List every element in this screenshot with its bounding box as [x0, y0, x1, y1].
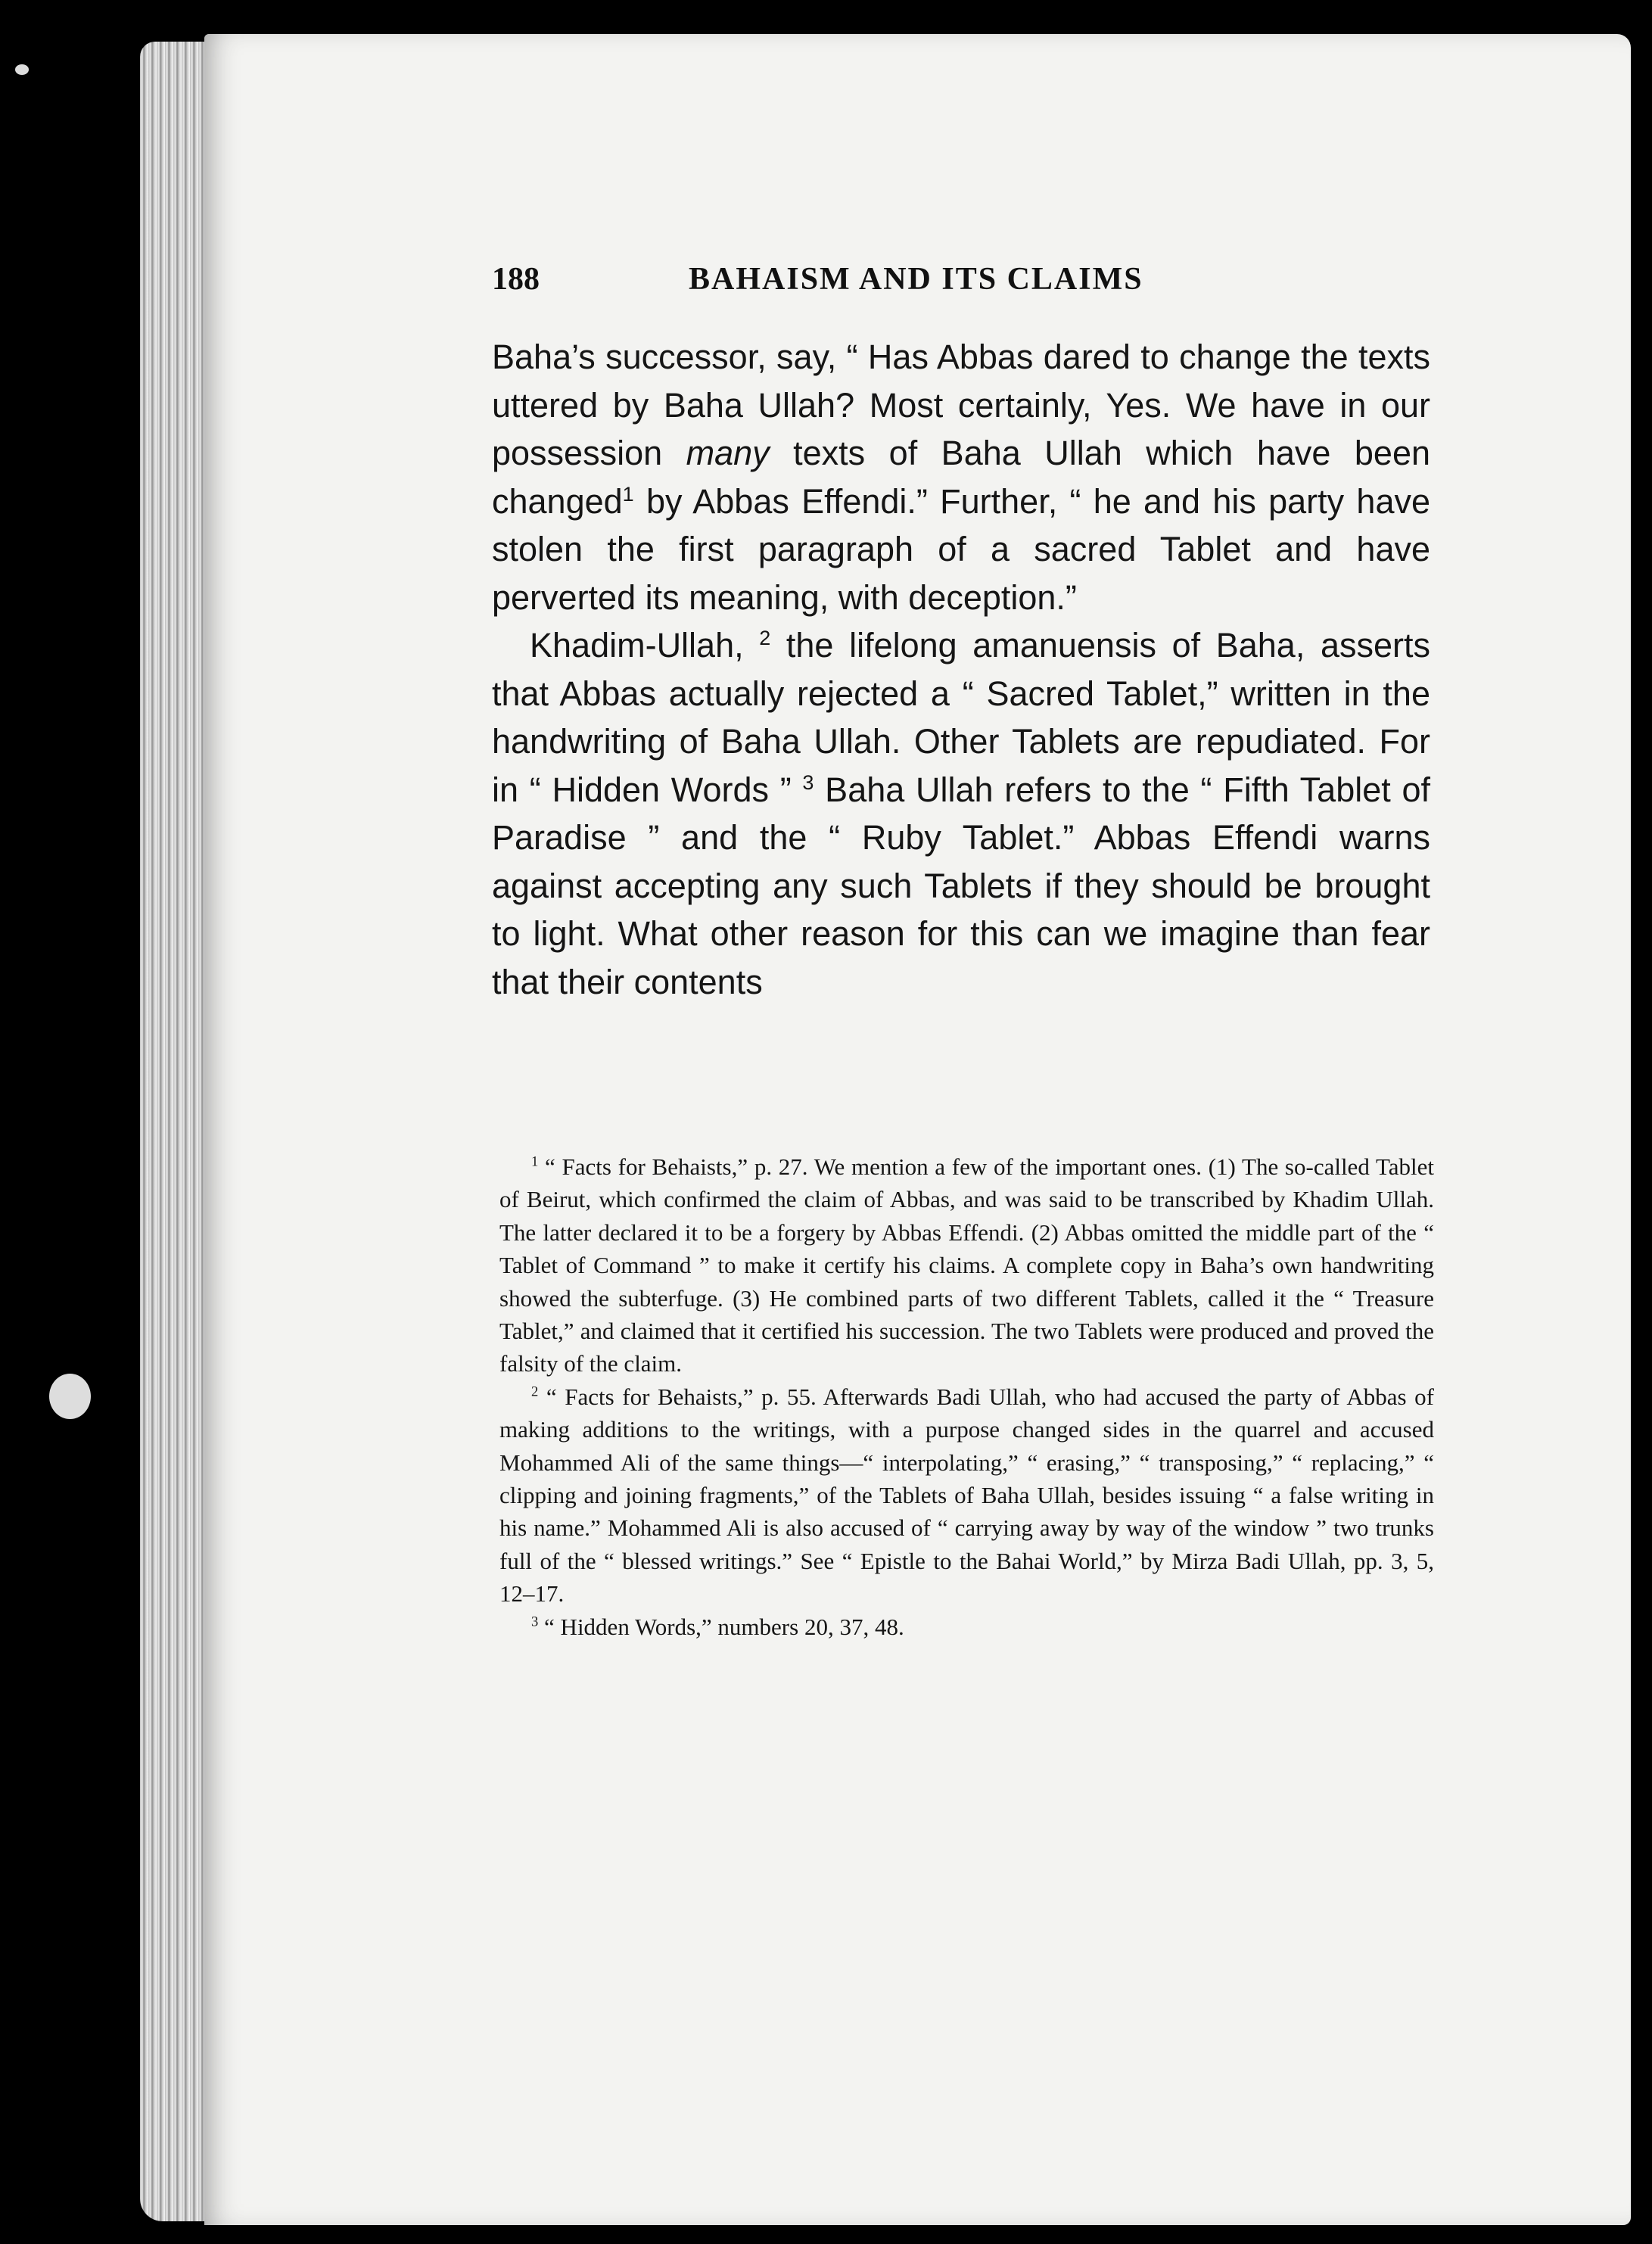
page-number: 188 — [492, 262, 540, 297]
scan-speck — [49, 1374, 91, 1419]
footnote-ref: 1 — [622, 482, 634, 506]
paragraph: Baha’s successor, say, “ Has Abbas dared to change the texts uttered by Baha Ullah? Most certainly, Yes. We have in our possession many texts of Baha Ullah which have been changed$^1$ by Abbas Effendi.” Further, “ he and his party have stolen the first paragraph of a sacred Tablet and have perverted its meaning, with deception.” — [492, 338, 1430, 617]
paragraph: Khadim-Ullah, $^2$ the lifelong amanuensis of Baha, asserts that Abbas actually rejected a “ Sacred Tablet,” written in the handwriting of Baha Ullah. Other Tablets are repudiated. For in “ Hidden Words ” $^3$ Baha Ullah refers to the “ Fifth Tablet of Paradise ” and the “ Ruby Tablet.” Abbas Effendi warns against accepting any such Tablets if they should be brought to light. What other reason for this can we imagine than fear that their contents — [492, 626, 1431, 1001]
footnote: $^3$ “ Hidden Words,” numbers 20, 37, 48. — [531, 1613, 904, 1640]
footnote: $^2$ “ Facts for Behaists,” p. 55. Afterwards Badi Ullah, who had accused the party of Abbas of making additions to the writings, with a purpose changed sides in the quarrel and accused Mohammed Ali of the same things—“ interpolating,” “ erasing,” “ transposing,” “ replacing,” “ clipping and joining fragments,” of the Tablets of Baha Ullah, besides issuing “ a false writing in his name.” Mohammed Ali is also accused of “ carrying away by way of the window ” two trunks full of the “ blessed writings.” See “ Epistle to the Bahai World,” by Mirza Badi Ullah, pp. 3, 5, 12–17. — [499, 1383, 1435, 1608]
page-header — [492, 261, 1468, 314]
footnote-marker: 3 — [531, 1614, 539, 1630]
footnote-ref: 2 — [759, 627, 771, 649]
footnote-ref: 3 — [802, 770, 814, 794]
body-text — [492, 333, 1430, 1006]
emphasis: many — [686, 434, 770, 472]
footnotes — [499, 1150, 1434, 1643]
scan-speck — [15, 64, 29, 75]
footnote: $^1$ “ Facts for Behaists,” p. 27. We mention a few of the important ones. (1) The so-called Tablet of Beirut, which confirmed the claim of Abbas, and was said to be transcribed by Khadim Ullah. The latter declared it to be a forgery by Abbas Effendi. (2) Abbas omitted the middle part of the “ Tablet of Command ” to make it certify his claims. A complete copy in Baha’s own handwriting showed the subterfuge. (3) He combined parts of two different Tablets, called it the “ Treasure Tablet,” and claimed that it certified his succession. The two Tablets were produced and proved the falsity of the claim. — [499, 1153, 1435, 1377]
running-title: BAHAISM AND ITS CLAIMS — [689, 262, 1143, 297]
footnote-marker: 2 — [531, 1383, 539, 1400]
footnote-marker: 1 — [531, 1153, 539, 1170]
